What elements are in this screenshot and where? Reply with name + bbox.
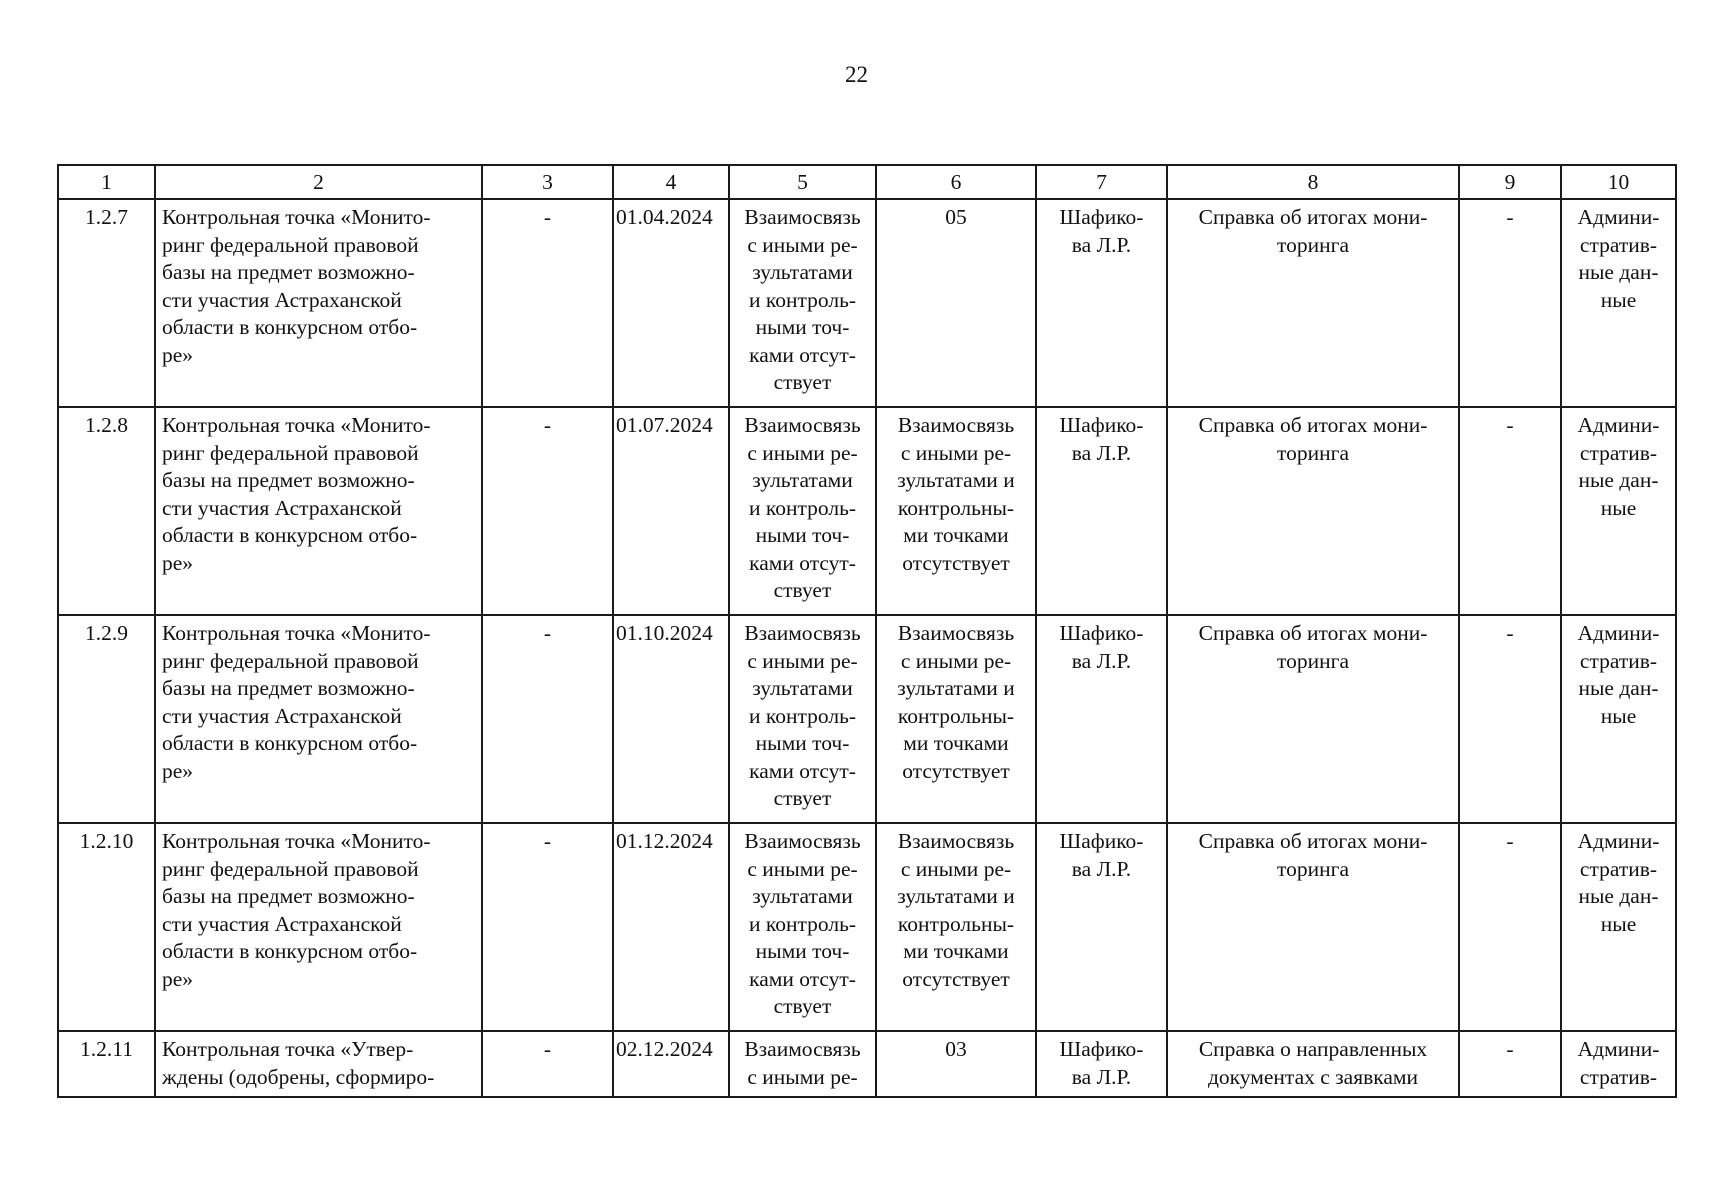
row-col6: Взаимосвязь с иными ре- зультатами и контрольны- ми точками отсутствует (876, 407, 1036, 615)
row-date: 01.04.2024 (613, 199, 729, 407)
row-responsible: Шафико- ва Л.Р. (1036, 615, 1167, 823)
row-col3: - (482, 615, 613, 823)
row-document: Справка об итогах мони- торинга (1167, 615, 1459, 823)
row-source: Админи- стратив- ные дан- ные (1561, 199, 1676, 407)
header-col-10: 10 (1561, 165, 1676, 199)
row-col6: 05 (876, 199, 1036, 407)
row-col3: - (482, 407, 613, 615)
row-responsible: Шафико- ва Л.Р. (1036, 407, 1167, 615)
row-document: Справка об итогах мони- торинга (1167, 407, 1459, 615)
row-col3: - (482, 823, 613, 1031)
header-col-5: 5 (729, 165, 876, 199)
row-source: Админи- стратив- ные дан- ные (1561, 823, 1676, 1031)
row-name: Контрольная точка «Монито- ринг федеральной правовой базы на предмет возможно- сти участия Астраханской области в конкурсном отбо- ре» (155, 407, 482, 615)
row-number: 1.2.7 (58, 199, 155, 407)
row-relation: Взаимосвязь с иными ре- зультатами и контроль- ными точ- ками отсут- ствует (729, 407, 876, 615)
row-responsible: Шафико- ва Л.Р. (1036, 823, 1167, 1031)
header-col-2: 2 (155, 165, 482, 199)
row-date: 01.07.2024 (613, 407, 729, 615)
table-row (58, 615, 1676, 823)
row-relation: Взаимосвязь с иными ре- зультатами и контроль- ными точ- ками отсут- ствует (729, 823, 876, 1031)
row-relation: Взаимосвязь с иными ре- зультатами и контроль- ными точ- ками отсут- ствует (729, 199, 876, 407)
header-col-8: 8 (1167, 165, 1459, 199)
row-col9: - (1459, 1031, 1561, 1097)
row-col6: Взаимосвязь с иными ре- зультатами и контрольны- ми точками отсутствует (876, 823, 1036, 1031)
row-source: Админи- стратив- (1561, 1031, 1676, 1097)
header-col-7: 7 (1036, 165, 1167, 199)
row-name: Контрольная точка «Монито- ринг федеральной правовой базы на предмет возможно- сти участия Астраханской области в конкурсном отбо- ре» (155, 199, 482, 407)
row-name: Контрольная точка «Монито- ринг федеральной правовой базы на предмет возможно- сти участия Астраханской области в конкурсном отбо- ре» (155, 615, 482, 823)
row-source: Админи- стратив- ные дан- ные (1561, 407, 1676, 615)
page-number: 22 (845, 62, 868, 87)
row-responsible: Шафико- ва Л.Р. (1036, 199, 1167, 407)
row-number: 1.2.10 (58, 823, 155, 1031)
row-col6: 03 (876, 1031, 1036, 1097)
row-relation: Взаимосвязь с иными ре- (729, 1031, 876, 1097)
table-row (58, 199, 1676, 407)
row-col9: - (1459, 615, 1561, 823)
table-row (58, 407, 1676, 615)
row-name: Контрольная точка «Утвер- ждены (одобрены, сформиро- (155, 1031, 482, 1097)
row-number: 1.2.9 (58, 615, 155, 823)
row-col9: - (1459, 407, 1561, 615)
header-col-1: 1 (58, 165, 155, 199)
header-col-9: 9 (1459, 165, 1561, 199)
row-source: Админи- стратив- ные дан- ные (1561, 615, 1676, 823)
row-document: Справка о направленных документах с заявками (1167, 1031, 1459, 1097)
table-row (58, 823, 1676, 1031)
header-col-6: 6 (876, 165, 1036, 199)
header-col-4: 4 (613, 165, 729, 199)
row-date: 02.12.2024 (613, 1031, 729, 1097)
row-number: 1.2.8 (58, 407, 155, 615)
row-number: 1.2.11 (58, 1031, 155, 1097)
row-date: 01.10.2024 (613, 615, 729, 823)
row-col3: - (482, 1031, 613, 1097)
row-col6: Взаимосвязь с иными ре- зультатами и контрольны- ми точками отсутствует (876, 615, 1036, 823)
row-name: Контрольная точка «Монито- ринг федеральной правовой базы на предмет возможно- сти участия Астраханской области в конкурсном отбо- ре» (155, 823, 482, 1031)
row-date: 01.12.2024 (613, 823, 729, 1031)
row-document: Справка об итогах мони- торинга (1167, 823, 1459, 1031)
row-col9: - (1459, 823, 1561, 1031)
header-col-3: 3 (482, 165, 613, 199)
row-responsible: Шафико- ва Л.Р. (1036, 1031, 1167, 1097)
table-row (58, 1031, 1676, 1097)
row-col9: - (1459, 199, 1561, 407)
control-points-table (57, 164, 1677, 1098)
header-row (58, 165, 1676, 199)
row-col3: - (482, 199, 613, 407)
row-relation: Взаимосвязь с иными ре- зультатами и контроль- ными точ- ками отсут- ствует (729, 615, 876, 823)
row-document: Справка об итогах мони- торинга (1167, 199, 1459, 407)
